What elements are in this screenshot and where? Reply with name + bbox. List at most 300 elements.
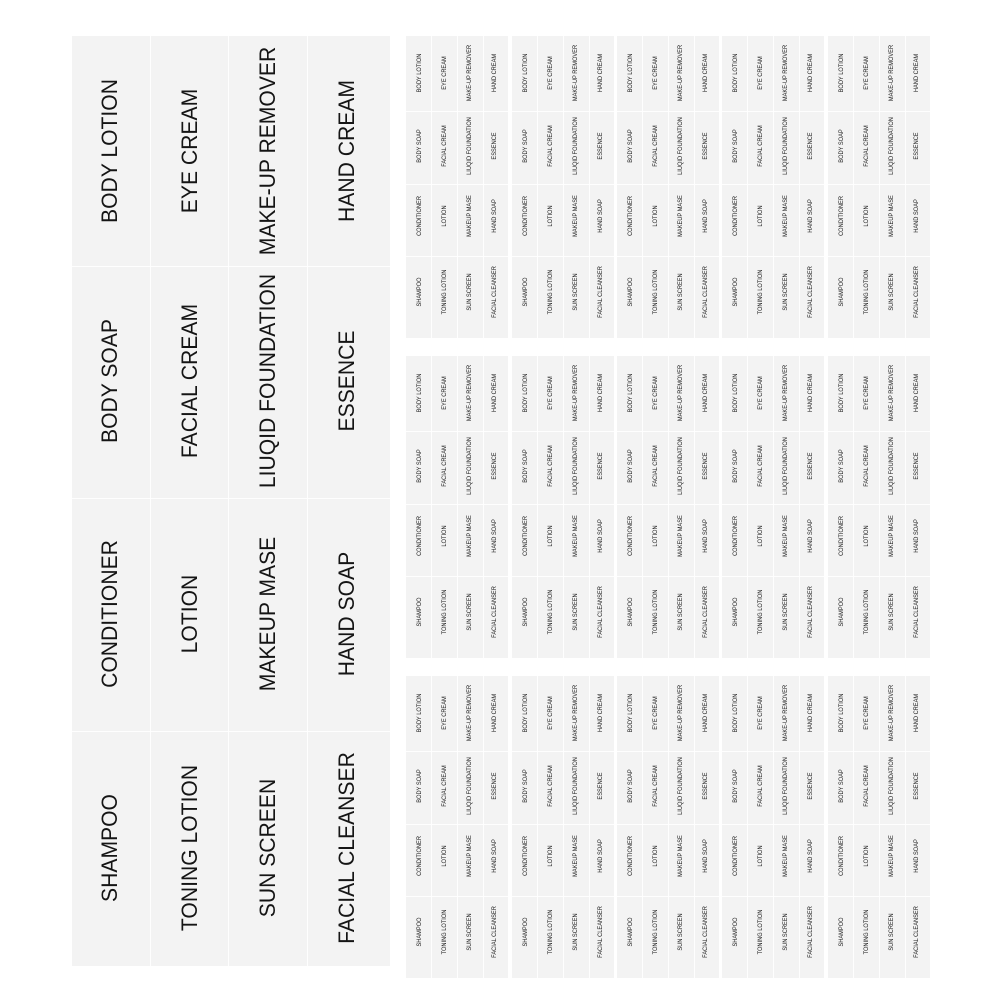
large-product-label: ESSENCE (334, 330, 359, 432)
small-product-label: MAKEUP MASE (781, 195, 789, 237)
small-sheet-row-divider (406, 576, 508, 577)
small-product-label: LIUQID FOUNDATION (781, 757, 789, 815)
small-sheet-row-divider (406, 504, 508, 505)
small-product-label: BODY LOTION (521, 53, 529, 93)
small-product-label: EYE CREAM (546, 56, 554, 90)
small-product-label: SUN SCREEN (465, 913, 473, 951)
small-product-label: EYE CREAM (756, 696, 764, 730)
small-product-label: MAKEUP MASE (887, 835, 895, 877)
small-sheet-column-divider (853, 36, 854, 338)
small-product-label: BODY SOAP (521, 769, 529, 803)
small-product-label: EYE CREAM (651, 696, 659, 730)
small-product-label: FACIAL CLEANSER (490, 586, 498, 638)
small-product-label: LIUQID FOUNDATION (887, 437, 895, 495)
small-product-label: LOTION (651, 205, 659, 227)
small-product-label: FACIAL CREAM (651, 445, 659, 487)
small-sheet-row-divider (722, 431, 824, 432)
small-sheet-column-divider (694, 356, 695, 658)
small-product-label: LIUQID FOUNDATION (887, 757, 895, 815)
small-product-label: SUN SCREEN (676, 913, 684, 951)
small-product-label: MAKEUP MASE (571, 515, 579, 557)
small-sheet-row-divider (828, 824, 930, 825)
small-product-label: LIUQID FOUNDATION (465, 757, 473, 815)
small-product-label: MAKE-UP REMOVER (571, 44, 579, 102)
small-product-label: FACIAL CREAM (440, 765, 448, 807)
small-product-label: ESSENCE (806, 132, 814, 160)
small-product-label: CONDITIONER (626, 516, 634, 556)
small-product-label: LIUQID FOUNDATION (676, 757, 684, 815)
small-product-label: HAND SOAP (701, 519, 709, 553)
small-sheet-column-divider (905, 36, 906, 338)
small-label-sheet-3-2 (512, 676, 614, 978)
large-product-label: MAKEUP MASE (255, 536, 280, 692)
large-sheet-row-divider (72, 266, 390, 267)
small-product-label: SUN SCREEN (571, 273, 579, 311)
small-sheet-row-divider (406, 111, 508, 112)
small-product-label: SHAMPOO (837, 917, 845, 947)
small-product-label: BODY SOAP (415, 769, 423, 803)
small-product-label: HAND CREAM (912, 373, 920, 413)
small-product-label: ESSENCE (701, 132, 709, 160)
small-label-sheet-1-2 (512, 36, 614, 338)
small-product-label: SHAMPOO (521, 917, 529, 947)
small-product-label: SHAMPOO (731, 597, 739, 627)
small-product-label: LIUQID FOUNDATION (465, 437, 473, 495)
small-sheet-row-divider (406, 184, 508, 185)
small-sheet-row-divider (828, 504, 930, 505)
small-product-label: MAKEUP MASE (887, 515, 895, 557)
small-sheet-column-divider (853, 676, 854, 978)
small-sheet-column-divider (483, 676, 484, 978)
large-product-label: FACIAL CREAM (177, 303, 202, 459)
small-label-sheet-2-3 (617, 356, 719, 658)
small-sheet-column-divider (773, 36, 774, 338)
small-product-label: HAND CREAM (912, 693, 920, 733)
small-product-label: TONING LOTION (862, 909, 870, 955)
small-product-label: BODY SOAP (415, 129, 423, 163)
small-product-label: BODY SOAP (521, 129, 529, 163)
small-product-label: HAND CREAM (701, 693, 709, 733)
small-product-label: MAKEUP MASE (887, 195, 895, 237)
small-product-label: ESSENCE (701, 772, 709, 800)
small-sheet-column-divider (431, 356, 432, 658)
small-product-label: LOTION (440, 205, 448, 227)
small-product-label: FACIAL CREAM (756, 765, 764, 807)
small-sheet-row-divider (828, 184, 930, 185)
large-product-label: LIUQID FOUNDATION (255, 273, 280, 489)
small-product-label: MAKEUP MASE (781, 835, 789, 877)
small-product-label: HAND SOAP (490, 199, 498, 233)
small-sheet-row-divider (512, 184, 614, 185)
small-product-label: TONING LOTION (651, 909, 659, 955)
small-product-label: LIUQID FOUNDATION (465, 117, 473, 175)
small-product-label: TONING LOTION (862, 589, 870, 635)
small-product-label: FACIAL CLEANSER (490, 266, 498, 318)
small-sheet-column-divider (773, 356, 774, 658)
small-sheet-column-divider (694, 676, 695, 978)
small-product-label: HAND SOAP (806, 199, 814, 233)
small-product-label: LOTION (651, 845, 659, 867)
small-sheet-column-divider (668, 36, 669, 338)
small-product-label: BODY LOTION (731, 693, 739, 733)
small-product-label: MAKEUP MASE (465, 195, 473, 237)
small-product-label: MAKE-UP REMOVER (781, 684, 789, 742)
small-product-label: CONDITIONER (415, 516, 423, 556)
small-sheet-row-divider (512, 111, 614, 112)
small-product-label: LOTION (756, 845, 764, 867)
large-sheet-column-divider (307, 36, 308, 966)
small-product-label: ESSENCE (912, 132, 920, 160)
small-product-label: BODY LOTION (521, 693, 529, 733)
small-product-label: SHAMPOO (837, 277, 845, 307)
small-product-label: BODY LOTION (731, 373, 739, 413)
small-product-label: MAKEUP MASE (676, 835, 684, 877)
small-product-label: LIUQID FOUNDATION (571, 757, 579, 815)
small-product-label: FACIAL CREAM (546, 125, 554, 167)
small-sheet-column-divider (799, 36, 800, 338)
small-sheet-column-divider (537, 356, 538, 658)
small-product-label: LIUQID FOUNDATION (781, 117, 789, 175)
small-sheet-column-divider (799, 356, 800, 658)
small-product-label: BODY LOTION (837, 373, 845, 413)
small-product-label: MAKE-UP REMOVER (676, 684, 684, 742)
small-label-sheet-2-5 (828, 356, 930, 658)
small-sheet-column-divider (905, 676, 906, 978)
small-sheet-row-divider (617, 824, 719, 825)
small-product-label: MAKE-UP REMOVER (781, 364, 789, 422)
small-product-label: CONDITIONER (837, 196, 845, 236)
small-product-label: LIUQID FOUNDATION (781, 437, 789, 495)
small-sheet-column-divider (747, 676, 748, 978)
large-sheet-column-divider (228, 36, 229, 966)
small-product-label: HAND SOAP (596, 519, 604, 553)
small-sheet-column-divider (879, 676, 880, 978)
small-product-label: FACIAL CLEANSER (596, 586, 604, 638)
small-sheet-column-divider (483, 36, 484, 338)
small-product-label: CONDITIONER (731, 516, 739, 556)
small-product-label: BODY LOTION (415, 693, 423, 733)
small-product-label: SHAMPOO (626, 277, 634, 307)
small-sheet-row-divider (828, 256, 930, 257)
large-product-label: CONDITIONER (97, 540, 122, 688)
small-sheet-row-divider (406, 256, 508, 257)
small-label-sheet-2-1 (406, 356, 508, 658)
small-product-label: HAND SOAP (912, 519, 920, 553)
small-product-label: EYE CREAM (440, 696, 448, 730)
small-sheet-row-divider (722, 111, 824, 112)
small-product-label: HAND SOAP (701, 839, 709, 873)
small-product-label: SHAMPOO (521, 277, 529, 307)
large-product-label: SUN SCREEN (255, 778, 280, 918)
small-product-label: LOTION (546, 205, 554, 227)
small-product-label: EYE CREAM (546, 696, 554, 730)
small-product-label: FACIAL CREAM (546, 445, 554, 487)
small-product-label: MAKE-UP REMOVER (887, 44, 895, 102)
small-label-sheet-2-2 (512, 356, 614, 658)
small-product-label: SHAMPOO (731, 917, 739, 947)
small-product-label: EYE CREAM (651, 376, 659, 410)
small-product-label: LOTION (546, 525, 554, 547)
small-product-label: CONDITIONER (415, 196, 423, 236)
small-label-sheet-3-1 (406, 676, 508, 978)
small-product-label: BODY LOTION (521, 373, 529, 413)
small-product-label: CONDITIONER (731, 196, 739, 236)
small-product-label: BODY SOAP (731, 449, 739, 483)
large-product-label: HAND SOAP (334, 551, 359, 677)
small-product-label: CONDITIONER (415, 836, 423, 876)
large-product-label: TONING LOTION (177, 764, 202, 932)
small-product-label: MAKEUP MASE (465, 835, 473, 877)
small-product-label: ESSENCE (912, 772, 920, 800)
small-label-sheet-1-3 (617, 36, 719, 338)
small-sheet-row-divider (512, 576, 614, 577)
small-label-sheet-3-4 (722, 676, 824, 978)
small-product-label: ESSENCE (596, 772, 604, 800)
small-product-label: LIUQID FOUNDATION (887, 117, 895, 175)
small-product-label: CONDITIONER (521, 516, 529, 556)
small-product-label: SUN SCREEN (465, 273, 473, 311)
small-product-label: MAKE-UP REMOVER (676, 44, 684, 102)
small-sheet-column-divider (642, 356, 643, 658)
small-product-label: EYE CREAM (862, 56, 870, 90)
small-sheet-row-divider (828, 576, 930, 577)
small-product-label: LOTION (862, 205, 870, 227)
small-product-label: LOTION (651, 525, 659, 547)
small-product-label: LOTION (440, 845, 448, 867)
small-product-label: TONING LOTION (651, 589, 659, 635)
small-sheet-column-divider (879, 36, 880, 338)
small-product-label: BODY SOAP (837, 769, 845, 803)
small-product-label: FACIAL CREAM (862, 125, 870, 167)
small-label-sheet-3-5 (828, 676, 930, 978)
small-sheet-row-divider (617, 576, 719, 577)
small-sheet-row-divider (512, 751, 614, 752)
small-product-label: FACIAL CLEANSER (912, 266, 920, 318)
small-product-label: EYE CREAM (651, 56, 659, 90)
small-sheet-row-divider (406, 431, 508, 432)
small-product-label: SUN SCREEN (887, 593, 895, 631)
small-product-label: BODY LOTION (415, 53, 423, 93)
small-sheet-column-divider (799, 676, 800, 978)
small-product-label: SUN SCREEN (781, 273, 789, 311)
small-product-label: ESSENCE (596, 452, 604, 480)
small-product-label: MAKEUP MASE (571, 195, 579, 237)
small-product-label: ESSENCE (806, 772, 814, 800)
small-sheet-column-divider (642, 36, 643, 338)
small-label-sheet-1-1 (406, 36, 508, 338)
small-product-label: ESSENCE (490, 452, 498, 480)
small-product-label: HAND CREAM (806, 693, 814, 733)
small-sheet-row-divider (617, 431, 719, 432)
small-product-label: BODY LOTION (837, 53, 845, 93)
small-product-label: TONING LOTION (756, 909, 764, 955)
small-product-label: SHAMPOO (415, 277, 423, 307)
small-product-label: FACIAL CREAM (862, 765, 870, 807)
small-product-label: BODY LOTION (626, 373, 634, 413)
small-product-label: HAND SOAP (596, 199, 604, 233)
small-product-label: HAND CREAM (806, 53, 814, 93)
small-product-label: EYE CREAM (546, 376, 554, 410)
small-product-label: SUN SCREEN (887, 913, 895, 951)
small-sheet-row-divider (828, 751, 930, 752)
small-sheet-row-divider (617, 256, 719, 257)
small-product-label: CONDITIONER (837, 516, 845, 556)
small-product-label: EYE CREAM (756, 56, 764, 90)
small-product-label: LOTION (546, 845, 554, 867)
small-sheet-column-divider (563, 36, 564, 338)
small-product-label: BODY LOTION (626, 693, 634, 733)
small-sheet-column-divider (589, 676, 590, 978)
small-product-label: HAND CREAM (490, 53, 498, 93)
small-sheet-row-divider (617, 751, 719, 752)
small-label-sheet-1-5 (828, 36, 930, 338)
small-product-label: HAND SOAP (490, 839, 498, 873)
small-label-sheet-1-4 (722, 36, 824, 338)
small-product-label: LIUQID FOUNDATION (571, 117, 579, 175)
large-sheet-row-divider (72, 731, 390, 732)
small-product-label: ESSENCE (596, 132, 604, 160)
small-sheet-column-divider (457, 36, 458, 338)
small-product-label: FACIAL CREAM (756, 445, 764, 487)
small-product-label: BODY SOAP (626, 129, 634, 163)
small-product-label: HAND SOAP (701, 199, 709, 233)
small-product-label: FACIAL CREAM (862, 445, 870, 487)
small-product-label: FACIAL CLEANSER (701, 586, 709, 638)
small-product-label: BODY LOTION (415, 373, 423, 413)
small-product-label: FACIAL CREAM (440, 445, 448, 487)
small-product-label: SUN SCREEN (571, 593, 579, 631)
small-sheet-column-divider (747, 356, 748, 658)
small-sheet-column-divider (589, 36, 590, 338)
small-product-label: CONDITIONER (731, 836, 739, 876)
small-product-label: MAKEUP MASE (781, 515, 789, 557)
small-product-label: FACIAL CREAM (651, 765, 659, 807)
small-product-label: HAND CREAM (596, 53, 604, 93)
small-sheet-column-divider (537, 676, 538, 978)
small-sheet-column-divider (853, 356, 854, 658)
small-product-label: FACIAL CLEANSER (701, 906, 709, 958)
small-product-label: MAKE-UP REMOVER (465, 364, 473, 422)
large-label-sheet (72, 36, 390, 966)
large-product-label: MAKE-UP REMOVER (255, 46, 280, 256)
small-sheet-column-divider (879, 356, 880, 658)
small-sheet-row-divider (512, 504, 614, 505)
small-sheet-column-divider (668, 676, 669, 978)
large-product-label: BODY LOTION (97, 79, 122, 223)
small-sheet-column-divider (773, 676, 774, 978)
small-product-label: HAND CREAM (806, 373, 814, 413)
small-product-label: CONDITIONER (626, 196, 634, 236)
small-sheet-column-divider (563, 676, 564, 978)
small-product-label: SHAMPOO (521, 597, 529, 627)
small-product-label: FACIAL CREAM (756, 125, 764, 167)
small-product-label: MAKE-UP REMOVER (465, 684, 473, 742)
small-product-label: FACIAL CLEANSER (806, 586, 814, 638)
small-product-label: TONING LOTION (651, 269, 659, 315)
small-product-label: HAND SOAP (806, 839, 814, 873)
small-sheet-column-divider (457, 676, 458, 978)
small-product-label: HAND SOAP (806, 519, 814, 553)
small-sheet-column-divider (431, 36, 432, 338)
small-product-label: FACIAL CREAM (546, 765, 554, 807)
small-product-label: FACIAL CLEANSER (806, 906, 814, 958)
small-product-label: MAKE-UP REMOVER (781, 44, 789, 102)
small-product-label: BODY SOAP (415, 449, 423, 483)
small-product-label: FACIAL CREAM (440, 125, 448, 167)
small-product-label: CONDITIONER (837, 836, 845, 876)
small-product-label: HAND CREAM (596, 693, 604, 733)
small-product-label: BODY SOAP (626, 769, 634, 803)
large-product-label: EYE CREAM (177, 88, 202, 214)
small-product-label: BODY LOTION (837, 693, 845, 733)
small-product-label: SHAMPOO (415, 917, 423, 947)
small-product-label: HAND CREAM (701, 53, 709, 93)
small-product-label: SHAMPOO (415, 597, 423, 627)
small-product-label: BODY SOAP (626, 449, 634, 483)
small-product-label: FACIAL CREAM (651, 125, 659, 167)
small-sheet-row-divider (828, 431, 930, 432)
small-label-sheet-3-3 (617, 676, 719, 978)
small-product-label: TONING LOTION (862, 269, 870, 315)
small-product-label: SUN SCREEN (781, 913, 789, 951)
small-product-label: MAKE-UP REMOVER (465, 44, 473, 102)
small-sheet-row-divider (617, 111, 719, 112)
small-product-label: TONING LOTION (756, 269, 764, 315)
small-sheet-row-divider (722, 896, 824, 897)
small-sheet-row-divider (512, 256, 614, 257)
small-product-label: HAND CREAM (490, 373, 498, 413)
small-sheet-row-divider (722, 824, 824, 825)
small-label-sheet-2-4 (722, 356, 824, 658)
small-product-label: SUN SCREEN (781, 593, 789, 631)
small-product-label: HAND SOAP (912, 199, 920, 233)
small-product-label: BODY SOAP (731, 769, 739, 803)
small-sheet-column-divider (537, 36, 538, 338)
small-sheet-row-divider (722, 504, 824, 505)
small-sheet-row-divider (617, 896, 719, 897)
small-product-label: ESSENCE (806, 452, 814, 480)
small-product-label: ESSENCE (490, 772, 498, 800)
small-product-label: HAND SOAP (490, 519, 498, 553)
small-sheet-row-divider (722, 576, 824, 577)
small-product-label: SHAMPOO (837, 597, 845, 627)
small-sheet-column-divider (694, 36, 695, 338)
small-product-label: CONDITIONER (521, 196, 529, 236)
small-product-label: TONING LOTION (546, 269, 554, 315)
small-sheet-row-divider (828, 896, 930, 897)
small-sheet-row-divider (406, 751, 508, 752)
small-product-label: FACIAL CLEANSER (701, 266, 709, 318)
small-product-label: LOTION (756, 525, 764, 547)
small-product-label: FACIAL CLEANSER (806, 266, 814, 318)
large-product-label: HAND CREAM (334, 80, 359, 222)
small-product-label: HAND CREAM (490, 693, 498, 733)
small-product-label: EYE CREAM (440, 56, 448, 90)
small-sheet-column-divider (905, 356, 906, 658)
small-sheet-column-divider (642, 676, 643, 978)
small-product-label: MAKE-UP REMOVER (571, 364, 579, 422)
small-sheet-row-divider (617, 504, 719, 505)
large-product-label: FACIAL CLEANSER (334, 752, 359, 944)
small-product-label: HAND SOAP (596, 839, 604, 873)
small-sheet-row-divider (406, 896, 508, 897)
small-product-label: FACIAL CLEANSER (596, 266, 604, 318)
small-product-label: TONING LOTION (546, 589, 554, 635)
small-sheet-row-divider (512, 896, 614, 897)
small-sheet-row-divider (722, 184, 824, 185)
small-product-label: HAND CREAM (701, 373, 709, 413)
small-sheet-column-divider (457, 356, 458, 658)
